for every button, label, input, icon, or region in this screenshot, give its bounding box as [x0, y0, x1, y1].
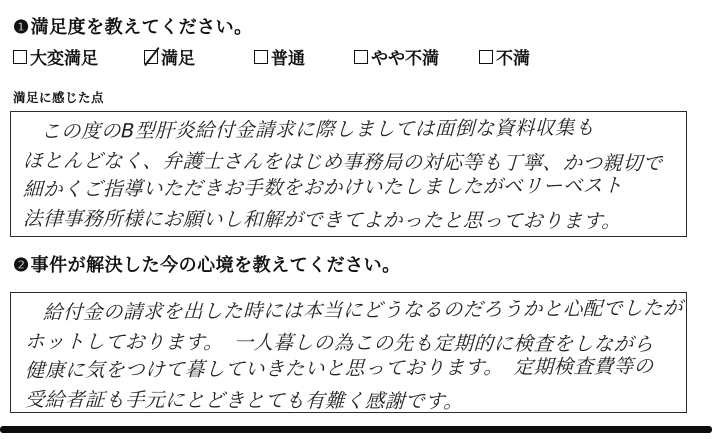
option-label: 大変満足: [30, 49, 98, 68]
checkbox-icon[interactable]: [354, 50, 368, 64]
handwritten-line: 細かくご指導いただきお手数をおかけいたしましたがベリーベスト: [22, 173, 624, 202]
checkbox-icon[interactable]: [254, 50, 268, 64]
option-label: やや不満: [371, 49, 439, 68]
option-label: 満足: [161, 49, 195, 68]
handwritten-line: 受給者証も手元にとどきとても有難く感謝です。: [24, 388, 464, 413]
option-label: 普通: [271, 49, 305, 68]
handwritten-line: 法律事務所様にお願いし和解ができてよかったと思っております。: [22, 207, 622, 233]
question2-heading: [13, 251, 401, 277]
bottom-divider: [0, 426, 712, 433]
question2-answer-box: [10, 292, 687, 413]
question1-number-icon: ❶: [13, 17, 30, 37]
option-somewhat-dissatisfied[interactable]: [354, 44, 439, 69]
option-label: 不満: [496, 49, 530, 68]
question1-heading: [13, 13, 253, 39]
question1-answer-box: [10, 111, 687, 237]
handwritten-line: ほとんどなく、弁護士さんをはじめ事務局の対応等も丁寧、かつ親切で: [22, 149, 664, 175]
comment-label: 満足に感じた点: [13, 91, 105, 105]
question1-title: 満足度を教えてください。: [30, 17, 253, 37]
handwritten-line: この度のB型肝炎給付金請求に際しましては面倒な資料収集も: [40, 116, 596, 143]
handwritten-line: 給付金の請求を出した時には本当にどうなるのだろうかと心配でしたが: [42, 296, 684, 324]
checkbox-icon[interactable]: [13, 50, 27, 64]
option-neutral[interactable]: [254, 44, 305, 69]
handwritten-line: ホットしております。 一人暮しの為この先も定期的に検査をしながら: [24, 330, 655, 356]
question2-number-icon: ❷: [13, 255, 30, 275]
option-dissatisfied[interactable]: [479, 44, 530, 69]
checkbox-icon[interactable]: [479, 50, 493, 64]
satisfaction-options-row: [0, 44, 712, 66]
checkbox-checked-icon[interactable]: [144, 50, 158, 64]
question2-title: 事件が解決した今の心境を教えてください。: [30, 255, 401, 275]
option-very-satisfied[interactable]: [13, 44, 98, 69]
handwritten-line: 健康に気をつけて暮していきたいと思っております。 定期検査費等の: [24, 354, 655, 383]
option-satisfied[interactable]: [144, 44, 195, 69]
